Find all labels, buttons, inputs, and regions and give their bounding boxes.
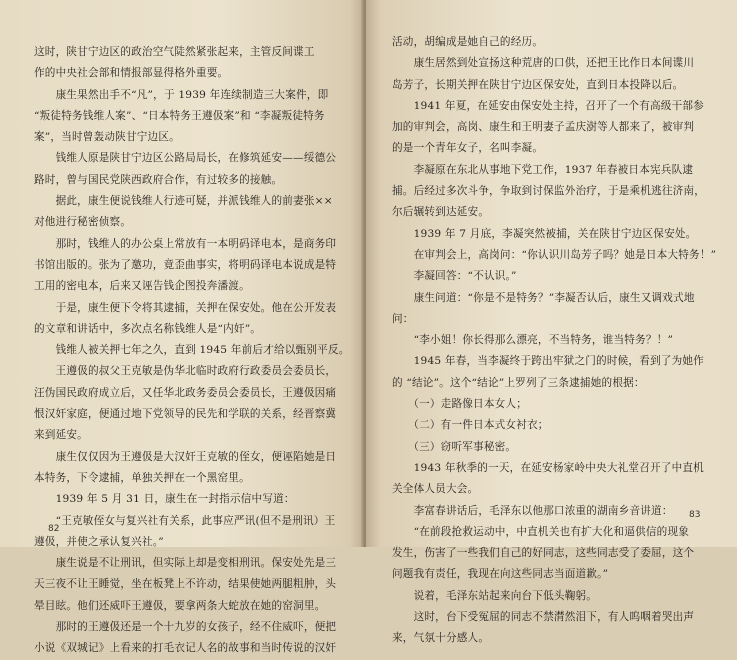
text-line: 汪伪国民政府成立后，又任华北政务委员会委员长，王遵伋因痛 — [34, 386, 337, 399]
text-line: 的 “结论”。这个“结论”上罗列了三条逮捕她的根据： — [392, 376, 645, 389]
text-line: 尔后辗转到达延安。 — [392, 206, 490, 219]
text-line: 康生问道：“你是不是特务？”李凝否认后，康生又调戏式地 — [392, 291, 695, 304]
text-line: 1945 年春，当李凝终于跨出牢狱之门的时候，看到了为她作 — [392, 355, 704, 368]
text-line: （一）走路像日本女人； — [392, 398, 528, 411]
text-line: 1941 年夏，在延安由保安处主持，召开了一个有高级干部参 — [392, 99, 704, 112]
text-line: 问题我有责任，我现在向这些同志当面道歉。” — [392, 568, 609, 581]
text-line: 工用的密电本，后来又诬告钱企图投奔潘渡。 — [34, 280, 250, 293]
text-line: 活动，胡编成是她自己的经历。 — [392, 36, 544, 48]
text-line: 路时，曾与国民党陕西政府合作，有过较多的接触。 — [34, 173, 283, 186]
text-line: 据此，康生便说钱维人行迹可疑，并派钱维人的前妻张×× — [34, 195, 333, 208]
text-line: 关全体人员大会。 — [392, 483, 479, 496]
text-line: 那时，钱维人的办公桌上常放有一本明码译电本，是商务印 — [34, 237, 337, 250]
text-line: 李富春讲话后，毛泽东以他那口浓重的湖南乡音讲道： — [392, 504, 673, 517]
right-page-number: 83 — [689, 510, 701, 520]
text-line: “在前段抢救运动中，中直机关也有扩大化和逼供信的现象 — [392, 525, 690, 538]
text-line: 李凝回答：“不认识。” — [392, 270, 517, 283]
text-line: 来，气氛十分感人。 — [392, 632, 490, 645]
text-line: 钱维人被关押七年之久，直到 1945 年前后才给以甄别平反。 — [34, 344, 350, 357]
text-line: 康生仅仅因为王遵伋是大汉奸王克敏的侄女，便诬陷她是日 — [34, 450, 337, 463]
text-line: 说着，毛泽东站起来向台下低头鞠躬。 — [392, 589, 598, 602]
text-line: 的文章和讲话中，多次点名称钱维人是“内奸”。 — [34, 322, 262, 335]
left-page-text — [34, 42, 350, 660]
text-line: 李凝原在东北从事地下党工作，1937 年春被日本宪兵队逮 — [392, 163, 694, 176]
text-line: 问： — [392, 312, 414, 325]
right-page-text — [392, 32, 717, 650]
text-line: 在审判会上，高岗问：“你认识川岛芳子吗？她是日本大特务！” — [392, 248, 717, 261]
text-line: “李小姐！你长得那么漂亮，不当特务，谁当特务？！” — [392, 334, 674, 347]
text-line: 康生居然到处宣扬这种荒唐的口供，还把王比作日本间谍川 — [392, 57, 695, 70]
text-line: 恨汉奸家庭，便通过地下党领导的民先和学联的关系，经晋察冀 — [34, 408, 337, 421]
text-line: 本特务，下令逮捕，单独关押在一个黑窑里。 — [34, 471, 250, 484]
text-line: 晕目眩。他们还威吓王遵伋，要拿两条大蛇放在她的窑洞里。 — [34, 599, 326, 612]
text-line: 对他进行秘密侦察。 — [34, 216, 132, 229]
text-line: 那时的王遵伋还是一个十九岁的女孩子，经不住威吓，便把 — [34, 621, 337, 634]
text-line: 的是一个青年女子，名叫李凝。 — [392, 142, 544, 155]
text-line: 作的中央社会部和情报部显得格外重要。 — [34, 67, 229, 80]
text-line: 发生，伤害了一些我们自己的好同志，这些同志受了委屈，这个 — [392, 547, 695, 560]
text-line: 岛芳子，长期关押在陕甘宁边区保安处，直到日本投降以后。 — [392, 78, 684, 91]
text-line: （二）有一件日本式女衬衣； — [392, 419, 549, 432]
text-line: （三）窃听军事秘密。 — [392, 440, 517, 453]
text-line: 天三夜不让王睡觉，坐在板凳上不许动，结果使她两腿粗肿，头 — [34, 578, 337, 591]
text-line: 小说《双城记》上看来的打毛衣记人名的故事和当时传说的汉奸 — [34, 642, 337, 655]
text-line: 1943 年秋季的一天，在延安杨家岭中央大礼堂召开了中直机 — [392, 461, 704, 474]
text-line: 康生果然出手不“凡”，于 1939 年连续制造三大案件，即 — [34, 88, 329, 101]
text-line: 康生说是不让刑讯，但实际上却是变相刑讯。保安处先是三 — [34, 557, 337, 570]
text-line: “叛徒特务钱维人案”、“日本特务王遵伋案”和 “李凝叛徒特务 — [34, 109, 325, 122]
left-page-number: 82 — [48, 524, 60, 534]
text-line: 这时，台下受冤屈的同志不禁潸然泪下，有人呜咽着哭出声 — [392, 611, 695, 624]
text-line: 来到延安。 — [34, 429, 88, 442]
text-line: 1939 年 7 月底，李凝突然被捕，关在陕甘宁边区保安处。 — [392, 227, 697, 240]
right-page — [366, 0, 737, 645]
text-line: 捕。后经过多次斗争，争取到讨保监外治疗，于是乘机逃往济南， — [392, 185, 706, 198]
text-line: 遵伋，并使之承认复兴社。” — [34, 535, 164, 548]
text-line: 钱维人原是陕甘宁边区公路局局长，在修筑延安——绥德公 — [34, 152, 337, 165]
left-page — [0, 0, 364, 655]
text-line: 案”，当时曾轰动陕甘宁边区。 — [34, 131, 180, 144]
text-line: 加的审判会，高岗、康生和王明妻子孟庆澍等人都来了，被审判 — [392, 121, 695, 134]
text-line: 这时，陕甘宁边区的政治空气陡然紧张起来，主管反间谍工 — [34, 46, 315, 58]
text-line: “王克敏侄女与复兴社有关系，此事应严讯(但不是刑讯）王 — [34, 514, 336, 527]
text-line: 书馆出版的。张为了邀功，竟歪曲事实，将明码译电本说成是特 — [34, 258, 337, 271]
text-line: 王遵伋的叔父王克敏是伪华北临时政府行政委员会委员长， — [34, 365, 337, 378]
text-line: 1939 年 5 月 31 日，康生在一封指示信中写道： — [34, 493, 295, 506]
text-line: 于是，康生便下令将其逮捕，关押在保安处。他在公开发表 — [34, 301, 337, 314]
